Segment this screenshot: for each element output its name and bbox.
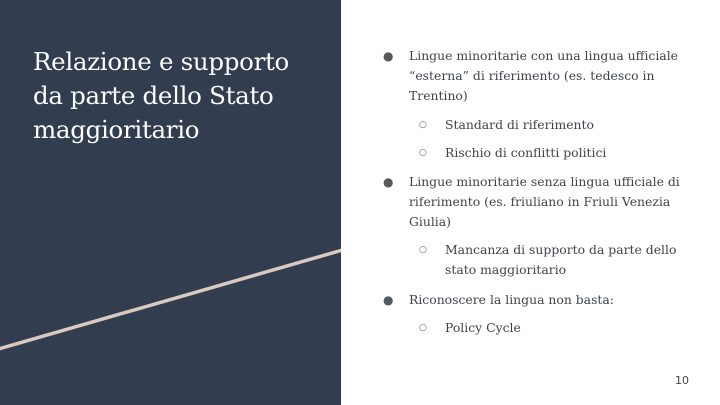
bullet-text: Lingue minoritarie senza lingua ufficiale di riferimento (es. friuliano in Friuli Venezia Giulia) (409, 174, 680, 229)
page-number: 10 (675, 374, 689, 387)
bullet-text: Riconoscere la lingua non basta: (409, 292, 614, 307)
sub-bullet-text: Standard di riferimento (445, 117, 594, 132)
sub-bullet-text: Rischio di conflitti politici (445, 145, 607, 160)
bullet-icon: ● (383, 49, 394, 63)
bullet-text: Lingue minoritarie con una lingua ufficiale “esterna” di riferimento (es. tedesco in Trentino) (409, 48, 678, 103)
bullet-icon: ● (383, 175, 394, 189)
sub-bullet-icon: ○ (419, 120, 427, 130)
slide-title: Relazione e supporto da parte dello Stato maggioritario (33, 47, 290, 144)
sub-bullet-text: Policy Cycle (445, 320, 521, 335)
bullet-icon: ● (383, 293, 394, 307)
sub-bullet-text: Mancanza di supporto da parte dello stato maggioritario (445, 242, 677, 277)
sub-bullet-icon: ○ (419, 323, 427, 333)
sub-bullet-icon: ○ (419, 148, 427, 158)
sub-bullet-icon: ○ (419, 245, 427, 255)
title-panel (0, 0, 341, 405)
